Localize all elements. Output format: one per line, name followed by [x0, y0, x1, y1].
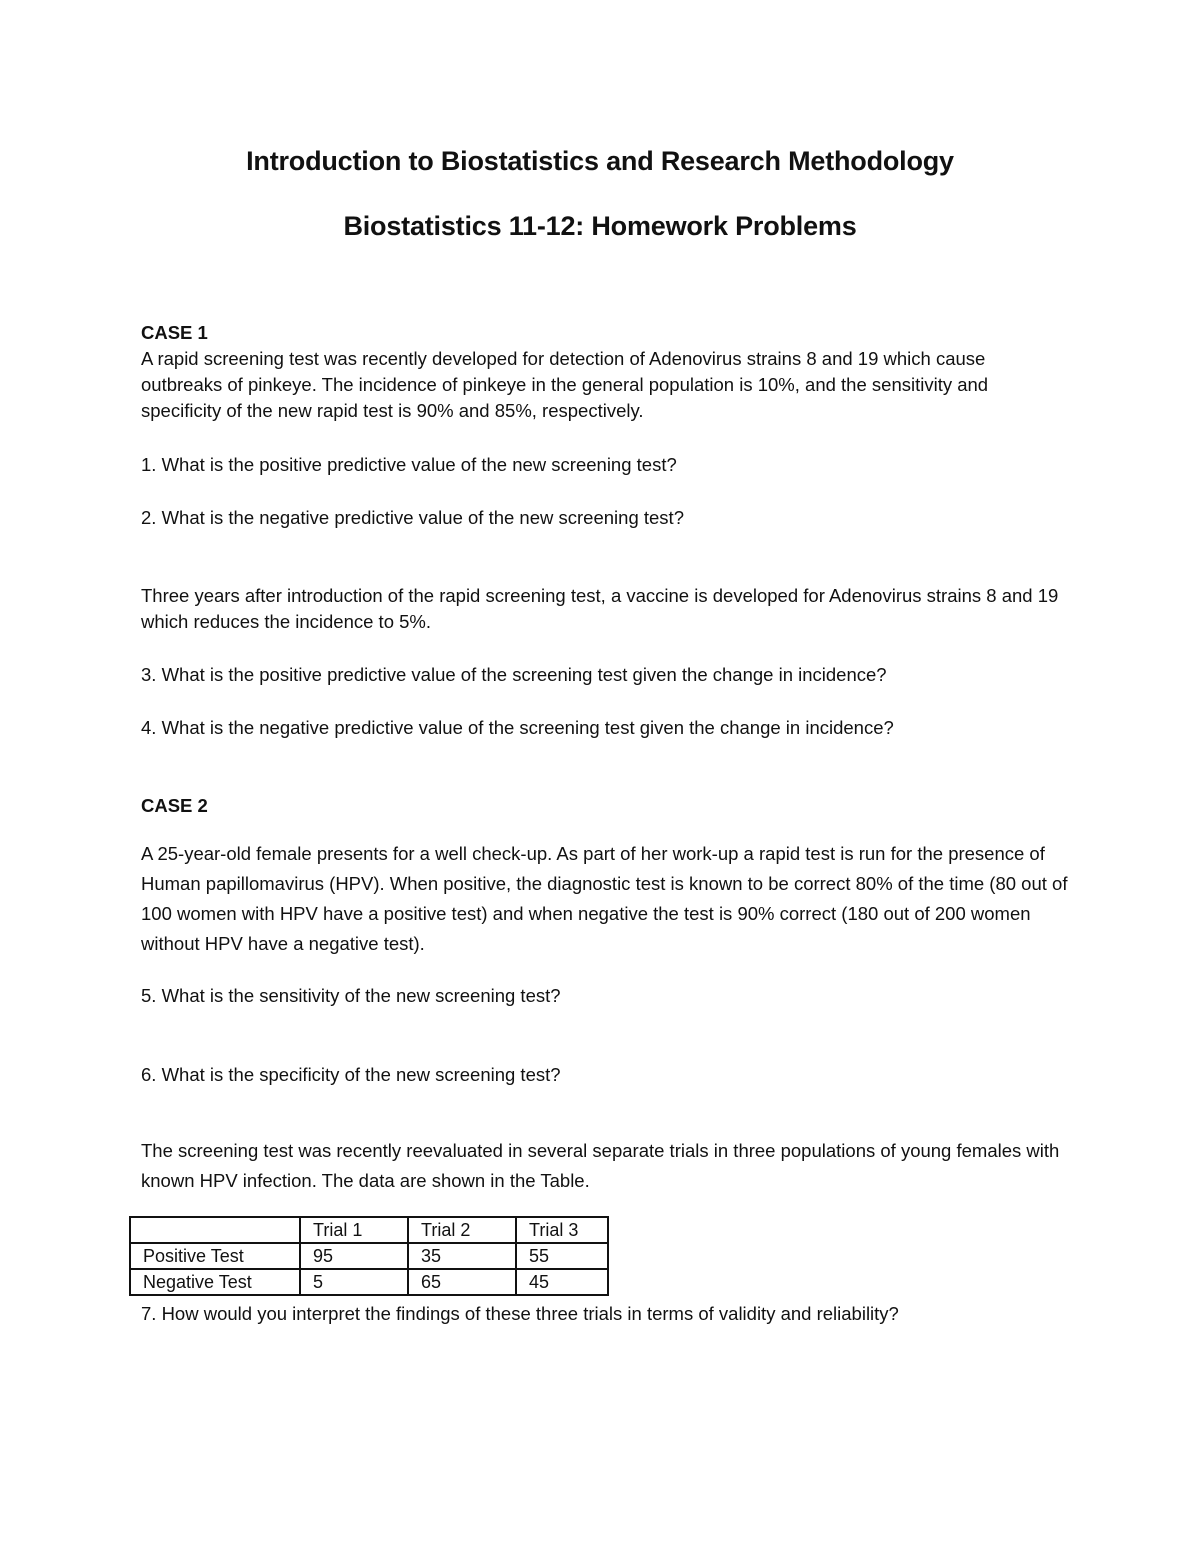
table-header-row: [130, 1217, 608, 1243]
table-row: [130, 1243, 608, 1269]
table-row: [130, 1269, 608, 1295]
question-5: 5. What is the sensitivity of the new screening test?: [141, 985, 561, 1006]
table-cell: 65: [408, 1269, 516, 1295]
table-header-cell: Trial 2: [408, 1217, 516, 1243]
table-cell: 95: [300, 1243, 408, 1269]
question-3: 3. What is the positive predictive value of the screening test given the change in incidence?: [141, 664, 887, 685]
table-row-label: Positive Test: [130, 1243, 300, 1269]
table-header-cell: [130, 1217, 300, 1243]
question-6: 6. What is the specificity of the new screening test?: [141, 1064, 561, 1085]
question-2: 2. What is the negative predictive value of the new screening test?: [141, 507, 684, 528]
case2-intro: A 25-year-old female presents for a well check-up. As part of her work-up a rapid test is run for the presence of Human papillomavirus (HPV). When positive, the diagnostic test is known to be correct 80% of the time (80 out of 100 women with HPV have a positive test) and when negative the test is 90% correct (180 out of 200 women without HPV have a negative test).: [141, 843, 1068, 954]
table-header-cell: Trial 3: [516, 1217, 608, 1243]
case1-heading: CASE 1: [141, 322, 208, 343]
case1-intro: A rapid screening test was recently developed for detection of Adenovirus strains 8 and 19 which cause outbreaks of pinkeye. The incidence of pinkeye in the general population is 10%, and the sensitivity and specificity of the new rapid test is 90% and 85%, respectively.: [141, 348, 989, 421]
question-4: 4. What is the negative predictive value of the screening test given the change in incidence?: [141, 717, 894, 738]
table-row-label: Negative Test: [130, 1269, 300, 1295]
trial-results-table: [129, 1216, 609, 1296]
table-cell: 45: [516, 1269, 608, 1295]
table-cell: 55: [516, 1243, 608, 1269]
table-intro: The screening test was recently reevaluated in several separate trials in three populations of young females with known HPV infection. The data are shown in the Table.: [141, 1140, 1060, 1191]
document-subtitle: Biostatistics 11-12: Homework Problems: [343, 211, 857, 241]
case2-heading: CASE 2: [141, 795, 208, 816]
document-title: Introduction to Biostatistics and Research Methodology: [246, 146, 954, 176]
table-cell: 5: [300, 1269, 408, 1295]
question-7: 7. How would you interpret the findings of these three trials in terms of validity and reliability?: [141, 1303, 899, 1324]
case1-followup: Three years after introduction of the rapid screening test, a vaccine is developed for Adenovirus strains 8 and 19 which reduces the incidence to 5%.: [141, 585, 1059, 632]
table-header-cell: Trial 1: [300, 1217, 408, 1243]
question-1: 1. What is the positive predictive value of the new screening test?: [141, 454, 677, 475]
table-cell: 35: [408, 1243, 516, 1269]
